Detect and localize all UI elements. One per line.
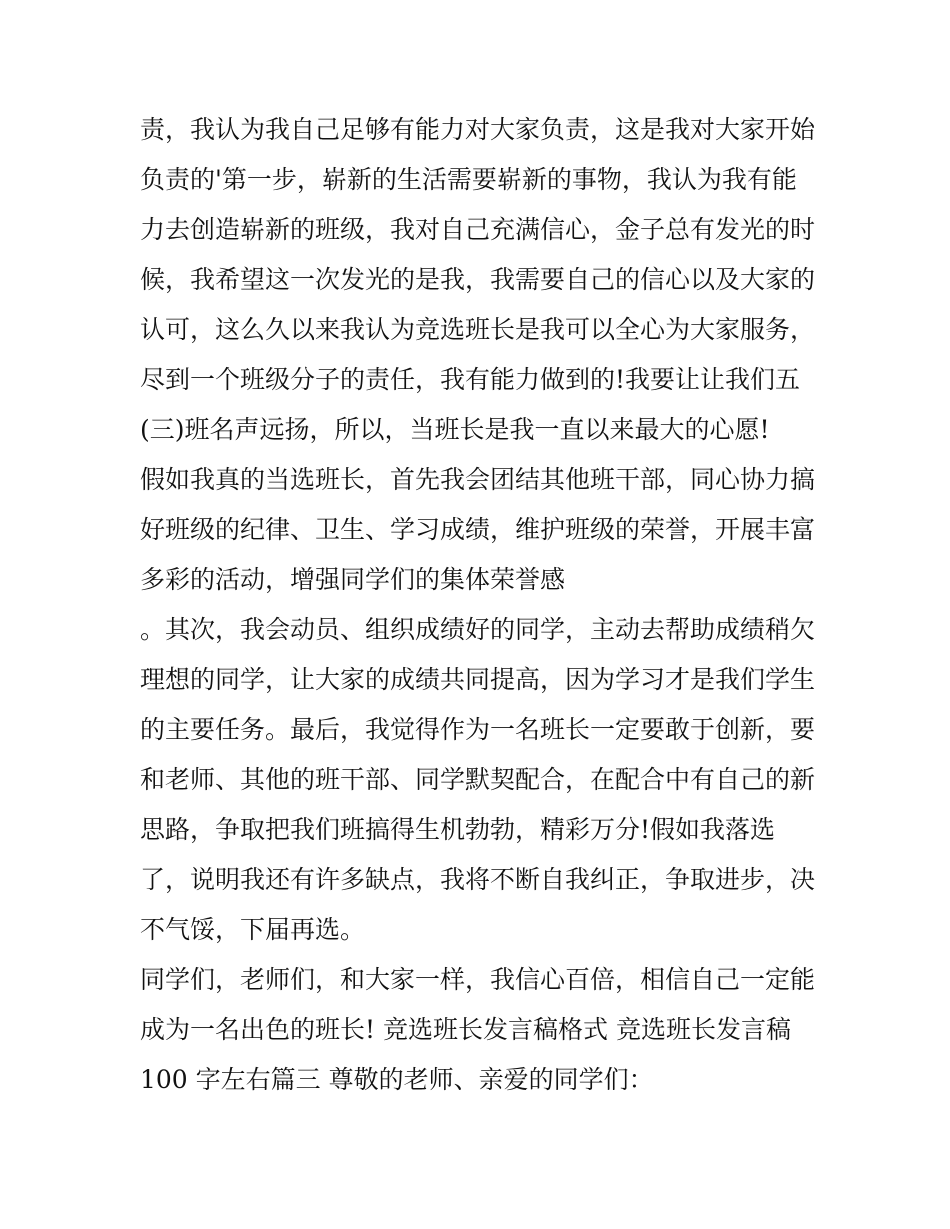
text-line: 尽到一个班级分子的责任，我有能力做到的!我要让让我们五 [140, 365, 801, 394]
text-line: 力去创造崭新的班级，我对自己充满信心，金子总有发光的时 [140, 215, 816, 244]
text-line: 。其次，我会动员、组织成绩好的同学，主动去帮助成绩稍欠 [140, 615, 816, 644]
text-line: 负责的'第一步，崭新的生活需要崭新的事物，我认为我有能 [140, 165, 797, 194]
text-line: 好班级的纪律、卫生、学习成绩，维护班级的荣誉，开展丰富 [140, 515, 816, 544]
text-line: 100 字左右篇三 尊敬的老师、亲爱的同学们： [140, 1065, 654, 1094]
text-line: 和老师、其他的班干部、同学默契配合，在配合中有自己的新 [140, 765, 816, 794]
text-line: 成为一名出色的班长! 竞选班长发言稿格式 竞选班长发言稿 [140, 1015, 791, 1044]
text-line: 假如我真的当选班长，首先我会团结其他班干部，同心协力搞 [140, 465, 816, 494]
text-line: 不气馁，下届再选。 [140, 915, 366, 944]
text-line: (三)班名声远扬，所以，当班长是我一直以来最大的心愿! [140, 415, 770, 444]
text-line: 了，说明我还有许多缺点，我将不断自我纠正，争取进步，决 [140, 865, 816, 894]
text-line: 思路，争取把我们班搞得生机勃勃，精彩万分!假如我落选 [140, 815, 776, 844]
text-line: 的主要任务。最后，我觉得作为一名班长一定要敢于创新，要 [140, 715, 816, 744]
text-line: 候，我希望这一次发光的是我，我需要自己的信心以及大家的 [140, 265, 816, 294]
text-line: 理想的同学，让大家的成绩共同提高，因为学习才是我们学生 [140, 665, 816, 694]
text-line: 责，我认为我自己足够有能力对大家负责，这是我对大家开始 [140, 115, 816, 144]
text-line: 同学们，老师们，和大家一样，我信心百倍，相信自己一定能 [140, 965, 816, 994]
text-line: 多彩的活动，增强同学们的集体荣誉感 [140, 565, 566, 594]
text-line: 认可，这么久以来我认为竞选班长是我可以全心为大家服务， [140, 315, 816, 344]
